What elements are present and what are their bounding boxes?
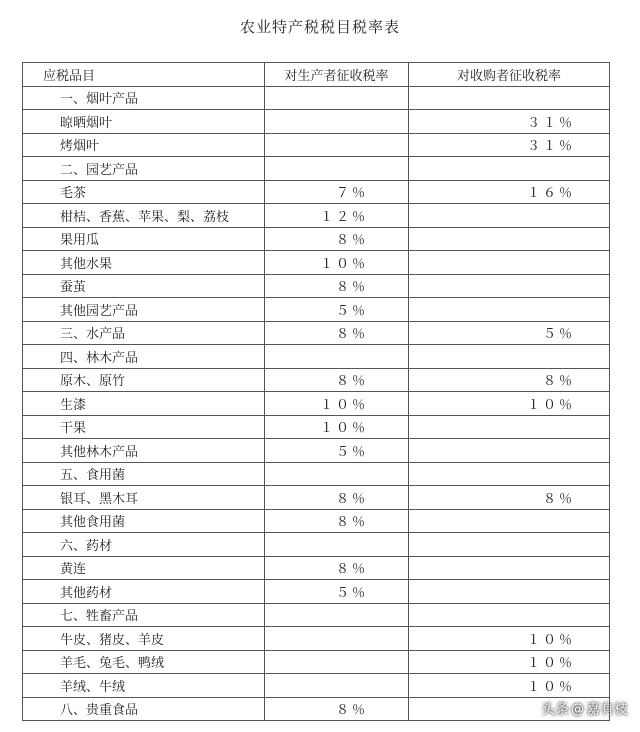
tax-rate-table — [22, 62, 610, 721]
table-row — [23, 486, 610, 510]
table-row — [23, 392, 610, 416]
row-purchaser-rate — [409, 274, 610, 298]
row-purchaser-rate: ５％ — [409, 321, 610, 345]
row-producer-rate — [265, 674, 409, 698]
row-producer-rate: ８％ — [265, 227, 409, 251]
table-body — [23, 86, 610, 721]
row-item: 其他林木产品 — [23, 439, 265, 463]
row-item: 二、园艺产品 — [23, 157, 265, 181]
row-purchaser-rate: １０％ — [409, 674, 610, 698]
row-producer-rate: １０％ — [265, 415, 409, 439]
table-row — [23, 274, 610, 298]
row-producer-rate: ８％ — [265, 697, 409, 721]
row-item: 柑桔、香蕉、苹果、梨、荔枝 — [23, 204, 265, 228]
row-purchaser-rate — [409, 204, 610, 228]
row-purchaser-rate: ８％ — [409, 368, 610, 392]
row-item: 六、药材 — [23, 533, 265, 557]
row-item: 七、牲畜产品 — [23, 603, 265, 627]
row-producer-rate: ８％ — [265, 274, 409, 298]
row-producer-rate — [265, 157, 409, 181]
row-item: 银耳、黑木耳 — [23, 486, 265, 510]
row-producer-rate: ８％ — [265, 321, 409, 345]
document-title: 农业特产税税目税率表 — [239, 18, 400, 36]
table-row — [23, 204, 610, 228]
table-row — [23, 133, 610, 157]
row-item: 一、烟叶产品 — [23, 86, 265, 110]
table-header-row — [23, 63, 610, 87]
row-purchaser-rate — [409, 462, 610, 486]
row-item: 八、贵重食品 — [23, 697, 265, 721]
row-item: 牛皮、猪皮、羊皮 — [23, 627, 265, 651]
row-item: 毛茶 — [23, 180, 265, 204]
row-item: 五、食用菌 — [23, 462, 265, 486]
row-producer-rate — [265, 110, 409, 134]
row-purchaser-rate: １６％ — [409, 180, 610, 204]
watermark-source: 头条 — [541, 702, 569, 718]
watermark-author: 嘉有枝 — [586, 702, 628, 718]
row-item: 四、林木产品 — [23, 345, 265, 369]
table-row — [23, 345, 610, 369]
row-producer-rate: １０％ — [265, 392, 409, 416]
row-purchaser-rate — [409, 157, 610, 181]
row-producer-rate — [265, 627, 409, 651]
table-row — [23, 251, 610, 275]
row-purchaser-rate: １０％ — [409, 627, 610, 651]
row-item: 羊毛、兔毛、鸭绒 — [23, 650, 265, 674]
row-purchaser-rate — [409, 580, 610, 604]
table-row — [23, 627, 610, 651]
row-purchaser-rate — [409, 509, 610, 533]
row-item: 其他水果 — [23, 251, 265, 275]
header-producer-rate: 对生产者征收税率 — [265, 63, 409, 87]
table-row — [23, 298, 610, 322]
row-purchaser-rate — [409, 86, 610, 110]
row-item: 干果 — [23, 415, 265, 439]
row-purchaser-rate — [409, 227, 610, 251]
row-item: 生漆 — [23, 392, 265, 416]
header-item: 应税品目 — [23, 63, 265, 87]
row-purchaser-rate: ３１％ — [409, 110, 610, 134]
table-row — [23, 157, 610, 181]
row-item: 其他园艺产品 — [23, 298, 265, 322]
row-purchaser-rate — [409, 439, 610, 463]
row-item: 蚕茧 — [23, 274, 265, 298]
table-row — [23, 227, 610, 251]
row-producer-rate — [265, 650, 409, 674]
table-row — [23, 86, 610, 110]
row-purchaser-rate: ８％ — [409, 486, 610, 510]
row-item: 其他药材 — [23, 580, 265, 604]
row-purchaser-rate — [409, 533, 610, 557]
table-row — [23, 650, 610, 674]
table-row — [23, 533, 610, 557]
row-purchaser-rate: ３１％ — [409, 133, 610, 157]
row-producer-rate: ７％ — [265, 180, 409, 204]
header-purchaser-rate: 对收购者征收税率 — [409, 63, 610, 87]
table-row — [23, 368, 610, 392]
row-purchaser-rate — [409, 251, 610, 275]
row-purchaser-rate: １０％ — [409, 650, 610, 674]
table-row — [23, 321, 610, 345]
table-row — [23, 439, 610, 463]
row-producer-rate — [265, 462, 409, 486]
row-producer-rate — [265, 86, 409, 110]
row-producer-rate: ８％ — [265, 509, 409, 533]
table-row — [23, 674, 610, 698]
row-purchaser-rate — [409, 345, 610, 369]
row-producer-rate: １２％ — [265, 204, 409, 228]
row-producer-rate — [265, 603, 409, 627]
table-row — [23, 697, 610, 721]
watermark-separator: @ — [571, 701, 584, 717]
row-item: 三、水产品 — [23, 321, 265, 345]
table-row — [23, 110, 610, 134]
row-producer-rate: １０％ — [265, 251, 409, 275]
watermark — [541, 699, 628, 719]
table-row — [23, 509, 610, 533]
row-item: 晾晒烟叶 — [23, 110, 265, 134]
row-purchaser-rate — [409, 415, 610, 439]
table-row — [23, 603, 610, 627]
row-producer-rate: ８％ — [265, 556, 409, 580]
row-purchaser-rate — [409, 603, 610, 627]
row-item: 原木、原竹 — [23, 368, 265, 392]
table-row — [23, 580, 610, 604]
row-item: 烤烟叶 — [23, 133, 265, 157]
row-producer-rate — [265, 133, 409, 157]
table-row — [23, 415, 610, 439]
row-producer-rate: ８％ — [265, 368, 409, 392]
row-item: 果用瓜 — [23, 227, 265, 251]
row-purchaser-rate — [409, 298, 610, 322]
row-producer-rate — [265, 345, 409, 369]
row-producer-rate: ５％ — [265, 439, 409, 463]
row-item: 羊绒、牛绒 — [23, 674, 265, 698]
table-row — [23, 462, 610, 486]
row-producer-rate — [265, 533, 409, 557]
row-producer-rate: ５％ — [265, 298, 409, 322]
row-producer-rate: ８％ — [265, 486, 409, 510]
table-row — [23, 180, 610, 204]
table-row — [23, 556, 610, 580]
row-producer-rate: ５％ — [265, 580, 409, 604]
row-purchaser-rate: １０％ — [409, 392, 610, 416]
row-item: 黄连 — [23, 556, 265, 580]
row-purchaser-rate — [409, 556, 610, 580]
row-item: 其他食用菌 — [23, 509, 265, 533]
